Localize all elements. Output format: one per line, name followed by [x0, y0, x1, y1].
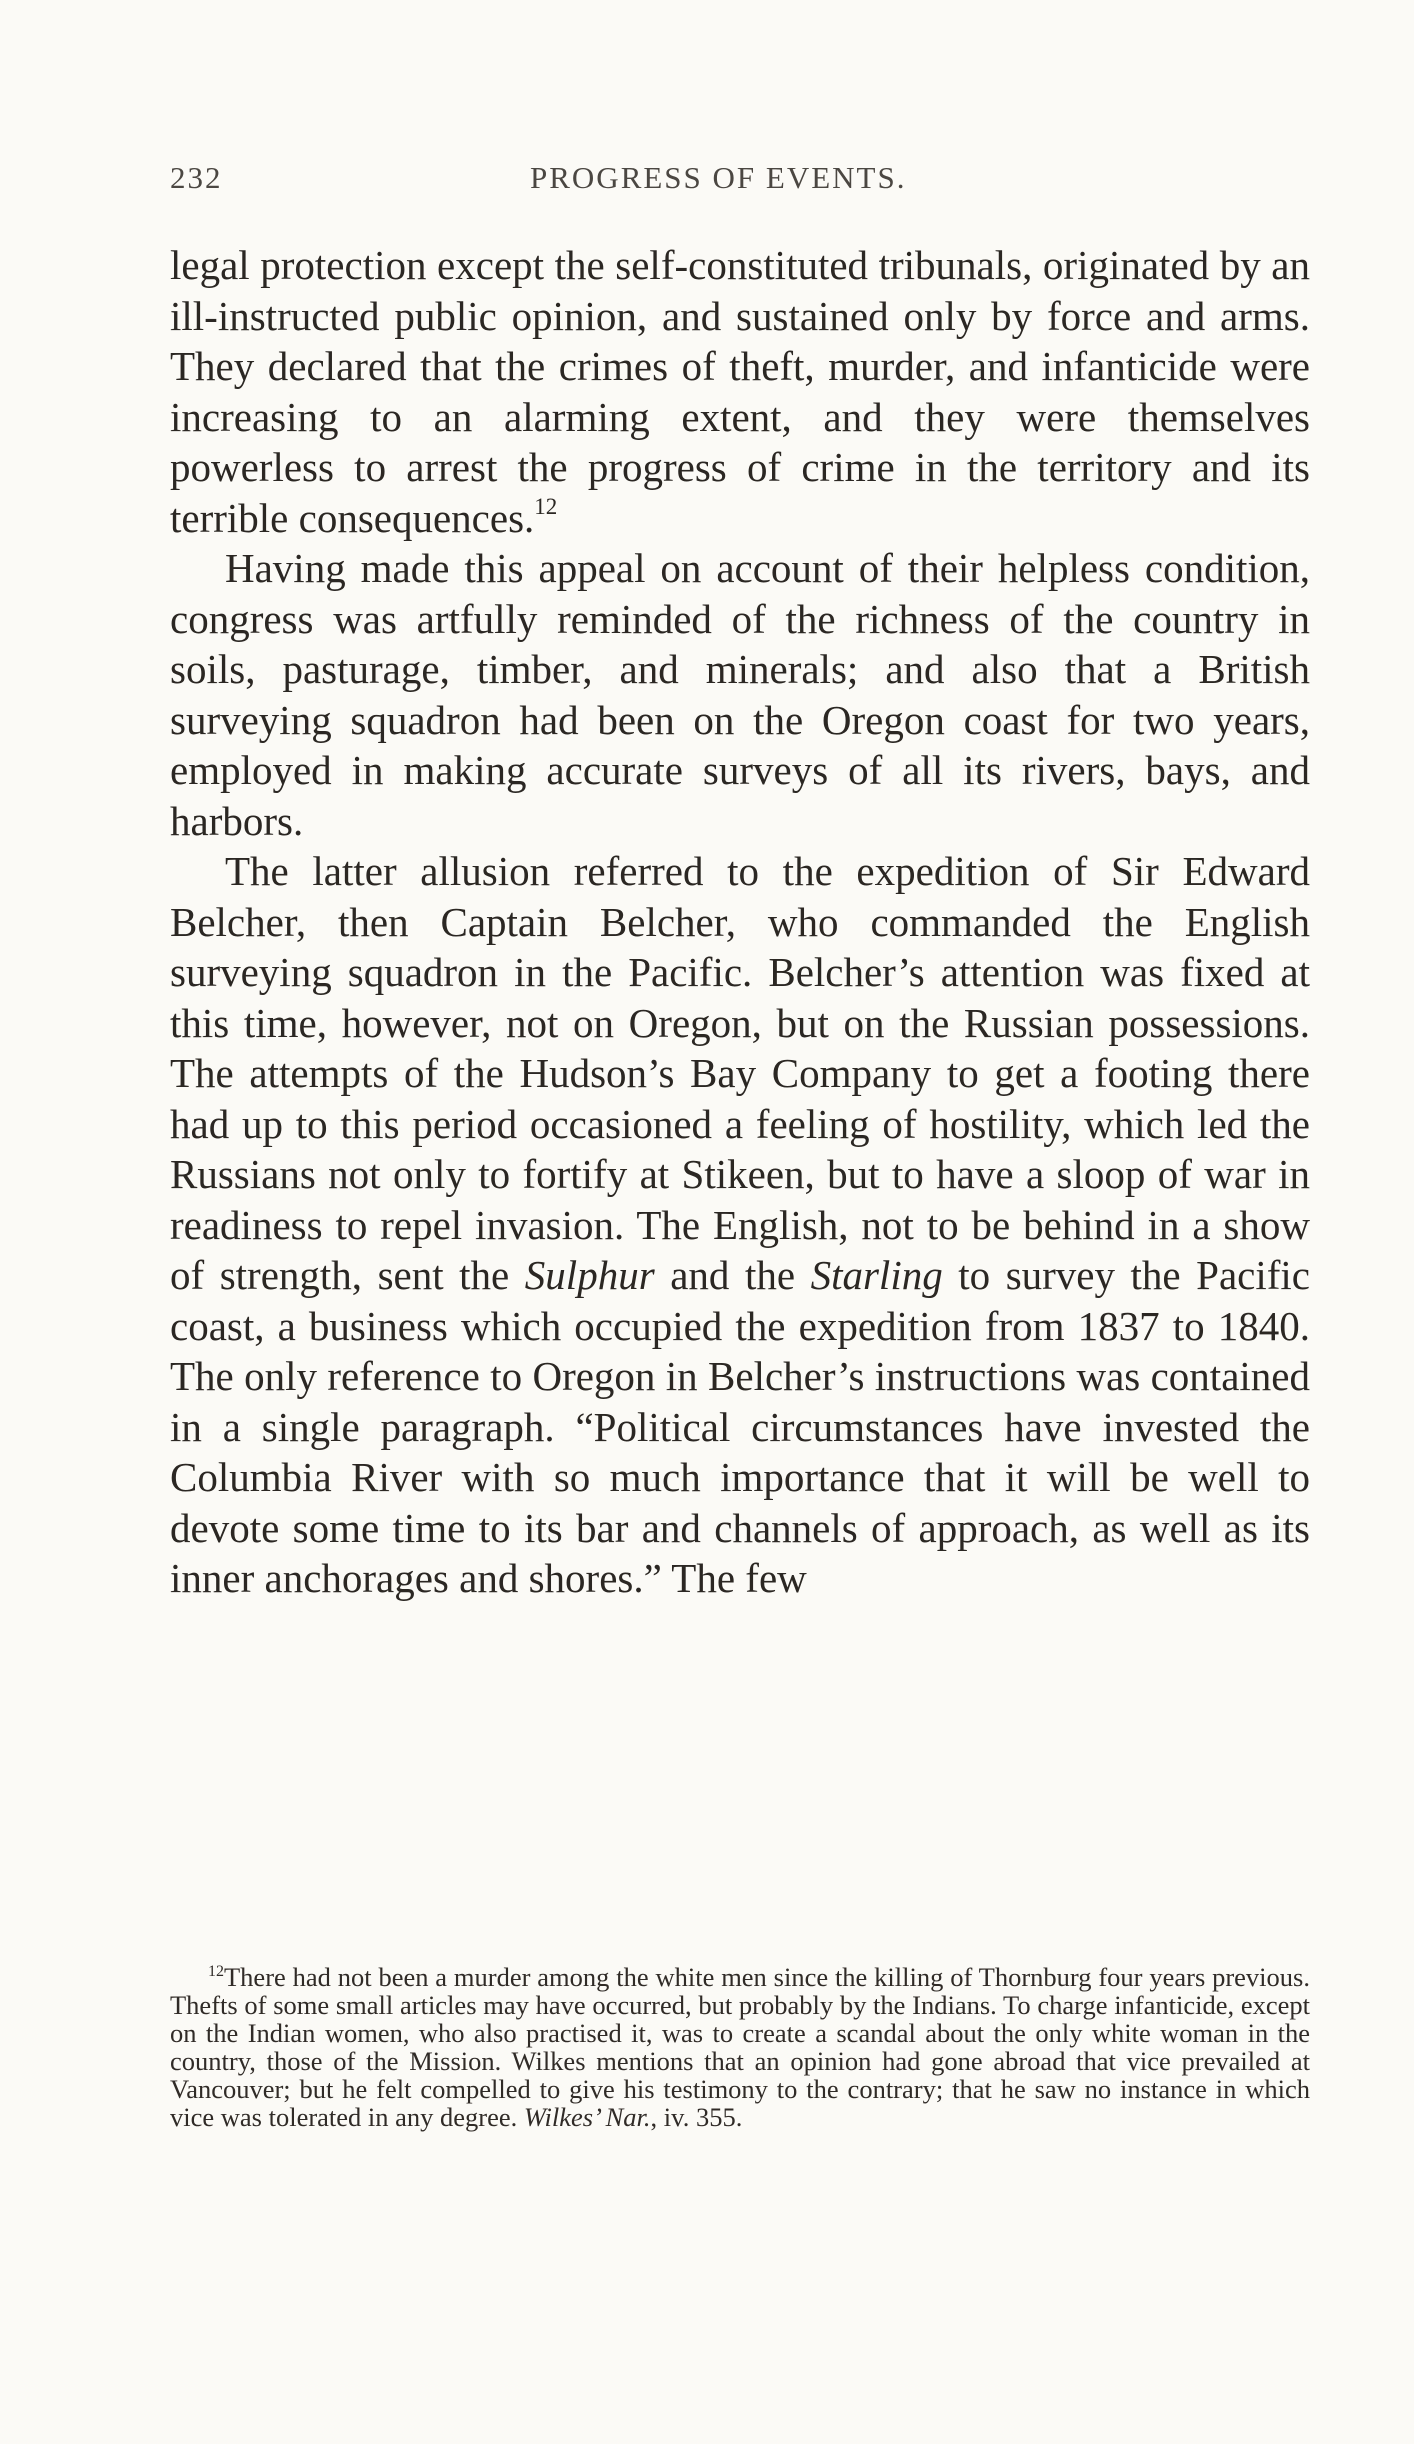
running-head — [170, 160, 1280, 210]
paragraph-2-text: Having made this appeal on account of their helpless condition, congress was artfully reminded of the richness of the country in soils, pasturage, timber, and minerals; and also that a British surveying squadron had been on the Oregon coast for two years, employed in making accurate surveys of all its rivers, bays, and harbors. — [170, 545, 1310, 844]
main-text — [170, 240, 1310, 1604]
paragraph-1 — [170, 240, 1310, 543]
paragraph-3-text-after-ship-names: to survey the Pacific coast, a business which occupied the expedition from 1837 to 1840. The only reference to Oregon in Belcher’s instructions was contained in a single paragraph. “Political circumstances have invested the Columbia River with so much importance that it will be well to devote some time to its bar and channels of approach, as well as its inner anchorages and shores.” The few — [170, 1252, 1311, 1601]
paragraph-3-text-between-ship-names: and the — [670, 1252, 796, 1298]
footnote-text: There had not been a murder among the white men since the killing of Thornburg four years previous. Thefts of some small articles may have occurred, but probably by the Indians. To charge infanticide, except on the Indian women, who also practised it, was to create a scandal about the only white woman in the country, those of the Mission. Wilkes mentions that an opinion had gone abroad that vice prevailed at Vancouver; but he felt compelled to give his testimony to the contrary; that he saw no instance in which vice was tolerated in any degree. — [170, 1962, 1310, 2132]
footnote-12 — [170, 1963, 1310, 2131]
ship-name-starling: Starling — [810, 1252, 943, 1298]
running-title: PROGRESS OF EVENTS. — [530, 160, 907, 195]
footnote-marker: 12 — [208, 1963, 224, 1980]
paragraph-2 — [170, 543, 1310, 846]
ship-name-sulphur: Sulphur — [524, 1252, 655, 1298]
paragraph-3-text-before-ship-names: The latter allusion referred to the expedition of Sir Edward Belcher, then Captain Belcher, who commanded the English surveying squadron in the Pacific. Belcher’s attention was fixed at this time, however, not on Oregon, but on the Russian possessions. The attempts of the Hudson’s Bay Company to get a footing there had up to this period occasioned a feeling of hostility, which led the Russians not only to fortify at Stikeen, but to have a sloop of war in readiness to repel invasion. The English, not to be behind in a show of strength, sent the — [170, 848, 1310, 1298]
page-number: 232 — [170, 160, 223, 195]
paragraph-3 — [170, 846, 1310, 1604]
paragraph-1-text: legal protection except the self-constituted tribunals, originated by an ill-instructed public opinion, and sustained only by force and arms. They declared that the crimes of theft, murder, and infanticide were increasing to an alarming extent, and they were themselves powerless to arrest the progress of crime in the territory and its terrible consequences. — [170, 242, 1310, 541]
footnote-reference-12: 12 — [534, 493, 558, 519]
footnote-citation-title: Wilkes’ Nar. — [523, 2102, 651, 2132]
footnote-citation-reference: , iv. 355. — [650, 2102, 743, 2132]
